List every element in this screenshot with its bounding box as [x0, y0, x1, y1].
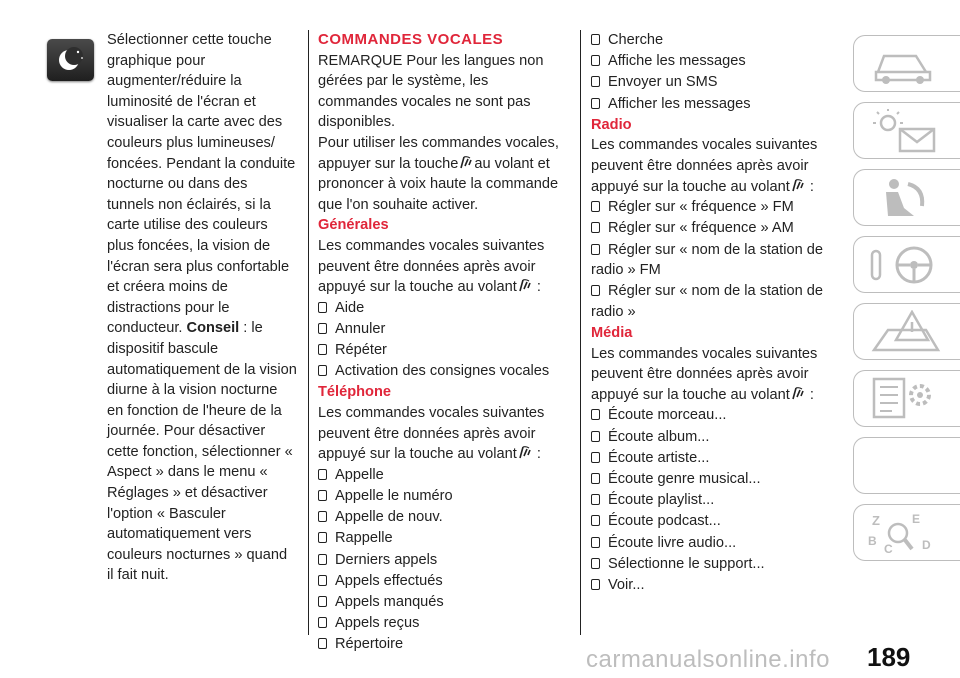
- usage-text-a: Pour utiliser les commandes vocales, appuyer sur la touche: [318, 134, 559, 172]
- voice-command-icon: [458, 155, 474, 169]
- column-1: [107, 30, 297, 586]
- media-intro-paragraph: [591, 344, 831, 406]
- tab-maintenance[interactable]: [853, 370, 960, 427]
- list-item-text: Écoute genre musical...: [608, 471, 761, 487]
- list-item-text: Répertoire: [335, 636, 404, 653]
- index-search-icon: [868, 511, 948, 555]
- checkbox-bullet-icon: [591, 34, 600, 45]
- radio-intro: Les commandes vocales suivantes peuvent être données après avoir appuyé sur la touche au volant: [591, 137, 818, 195]
- checkbox-bullet-icon: [591, 76, 600, 87]
- checkbox-bullet-icon: [591, 494, 600, 505]
- checkbox-bullet-icon: [591, 431, 600, 442]
- checkbox-bullet-icon: [318, 638, 327, 649]
- generales-intro: Les commandes vocales suivantes peuvent être données après avoir appuyé sur la touche au volant: [318, 237, 545, 296]
- checkbox-bullet-icon: [318, 554, 327, 565]
- list-item: [318, 340, 568, 361]
- telephone-intro: Les commandes vocales suivantes peuvent être données après avoir appuyé sur la touche au volant: [318, 405, 545, 463]
- list-item: [318, 486, 568, 507]
- usage-text-b: au volant et prononcer à voix haute la commande que l'on souhaite activer.: [318, 155, 559, 213]
- list-item-text: Appels reçus: [335, 615, 420, 632]
- tab-multimedia[interactable]: [853, 437, 960, 494]
- list-item: [591, 51, 831, 72]
- media-list: [591, 405, 831, 595]
- telephone-title: Téléphone: [318, 384, 391, 401]
- checkbox-bullet-icon: [591, 579, 600, 590]
- column-divider: [580, 30, 581, 635]
- list-item-text: Envoyer un SMS: [608, 74, 718, 91]
- list-item-text: Affiche les messages: [608, 53, 746, 70]
- list-item-text: Aide: [335, 299, 365, 316]
- tip-text: : le dispositif bascule automatiquement de la vision diurne à la vision nocturne en fonction de l'heure de la journée. Pour désactiver cette fonction, sélectionner « Aspect » dans le menu « Réglages » et désactiver l'option « Basculer automatiquement vers couleurs nocturnes » quand il fait nuit.: [107, 320, 297, 584]
- generales-list: [318, 298, 568, 382]
- voice-command-icon: [790, 386, 806, 400]
- list-item: [591, 490, 831, 511]
- list-item-text: Appels effectués: [335, 572, 443, 589]
- list-item-text: Rappelle: [335, 530, 393, 547]
- list-item: [318, 550, 568, 571]
- voice-command-icon: [790, 178, 806, 192]
- list-item-text: Afficher les messages: [608, 95, 751, 112]
- checkbox-bullet-icon: [318, 532, 327, 543]
- voice-command-icon: [517, 278, 533, 292]
- checkbox-bullet-icon: [591, 201, 600, 212]
- checkbox-bullet-icon: [318, 596, 327, 607]
- list-item-text: Appels manqués: [335, 593, 444, 610]
- tab-safety[interactable]: [853, 169, 960, 226]
- list-item: [318, 298, 568, 319]
- page-number: 189: [867, 642, 911, 672]
- list-item: [591, 30, 831, 51]
- tab-index[interactable]: [853, 504, 960, 561]
- checkbox-bullet-icon: [318, 575, 327, 586]
- list-item-text: Écoute artiste...: [608, 449, 710, 466]
- radio-intro-paragraph: [591, 135, 831, 197]
- list-item-text: Écoute playlist...: [608, 492, 715, 509]
- radio-title: Radio: [591, 116, 632, 133]
- checkbox-bullet-icon: [318, 469, 327, 480]
- list-item-text: Appelle le numéro: [335, 488, 453, 505]
- watermark: carmanualsonline.info: [586, 646, 830, 673]
- checkbox-bullet-icon: [318, 302, 327, 313]
- column-divider: [308, 30, 309, 635]
- checkbox-bullet-icon: [591, 409, 600, 420]
- list-item: [318, 634, 568, 655]
- list-item: [591, 554, 831, 575]
- night-mode-paragraph: [107, 30, 297, 586]
- voice-command-icon: [517, 445, 533, 459]
- list-item: [591, 94, 831, 115]
- colon: :: [532, 279, 541, 296]
- list-item-text: Écoute morceau...: [608, 407, 727, 424]
- checkbox-bullet-icon: [318, 323, 327, 334]
- checkbox-bullet-icon: [318, 490, 327, 501]
- svg-text:C: C: [884, 542, 893, 555]
- list-item: [318, 613, 568, 634]
- checkbox-bullet-icon: [318, 511, 327, 522]
- generales-title: Générales: [318, 217, 389, 234]
- telephone-intro-paragraph: [318, 403, 568, 465]
- checkbox-bullet-icon: [591, 558, 600, 569]
- tab-emergency[interactable]: [853, 303, 960, 360]
- column-2: [318, 30, 568, 656]
- svg-text:B: B: [868, 534, 877, 548]
- list-item: [591, 448, 831, 469]
- list-item-text: Appelle: [335, 466, 384, 483]
- colon: :: [805, 178, 814, 195]
- list-item: [591, 240, 831, 281]
- list-item: [591, 218, 831, 239]
- list-item-text: Voir...: [608, 576, 645, 593]
- steering-wheel-key-icon: [868, 243, 948, 287]
- list-item: [591, 533, 831, 554]
- night-mode-button-icon: [47, 39, 94, 81]
- list-item: [591, 511, 831, 532]
- tab-driving[interactable]: [853, 236, 960, 293]
- list-item-text: Activation des consignes vocales: [335, 363, 550, 380]
- list-item: [318, 465, 568, 486]
- generales-intro-paragraph: [318, 236, 568, 298]
- checkbox-bullet-icon: [591, 452, 600, 463]
- svg-text:D: D: [922, 538, 931, 552]
- list-item-text: Régler sur « nom de la station de radio »: [591, 283, 823, 320]
- svg-text:Z: Z: [872, 513, 880, 528]
- list-item: [591, 575, 831, 596]
- list-item: [318, 319, 568, 340]
- list-item-text: Cherche: [608, 32, 664, 48]
- media-intro: Les commandes vocales suivantes peuvent être données après avoir appuyé sur la touche au volant: [591, 345, 818, 403]
- list-item-text: Sélectionne le support...: [608, 555, 765, 572]
- checkbox-bullet-icon: [591, 473, 600, 484]
- airbag-seat-icon: [868, 176, 948, 220]
- checkbox-bullet-icon: [591, 285, 600, 296]
- checkbox-bullet-icon: [591, 222, 600, 233]
- checkbox-bullet-icon: [318, 344, 327, 355]
- checkbox-bullet-icon: [591, 98, 600, 109]
- checkbox-bullet-icon: [318, 365, 327, 376]
- list-item-text: Régler sur « fréquence » FM: [608, 199, 794, 216]
- list-item: [318, 571, 568, 592]
- chapter-tabs: [853, 35, 960, 635]
- checkbox-bullet-icon: [591, 515, 600, 526]
- list-item: [591, 197, 831, 218]
- list-item-text: Régler sur « fréquence » AM: [608, 220, 794, 237]
- night-mode-description: Sélectionner cette touche graphique pour augmenter/réduire la luminosité de l'écran et visualiser la carte avec des couleurs plus lumineuses/ foncées. Pendant la conduite nocturne ou dans des tunnels non éclairés, si la carte utilise des couleurs plus foncées, la vision de l'écran sera plus confortable et créera moins de distractions pour le conducteur.: [107, 32, 296, 337]
- tab-car[interactable]: [853, 35, 960, 92]
- telephone-list: [318, 465, 568, 655]
- maintenance-list-icon: [868, 377, 948, 421]
- column-3: [591, 30, 831, 596]
- svg-text:E: E: [912, 512, 921, 526]
- list-item-text: Appelle de nouv.: [335, 509, 443, 526]
- list-item: [318, 361, 568, 382]
- messages-list: [591, 30, 831, 114]
- list-item-text: Régler sur « nom de la station de radio » FM: [591, 241, 823, 279]
- checkbox-bullet-icon: [591, 55, 600, 66]
- list-item-text: Écoute livre audio...: [608, 534, 737, 551]
- tip-label: Conseil: [186, 320, 240, 337]
- checkbox-bullet-icon: [318, 617, 327, 628]
- list-item: [318, 507, 568, 528]
- list-item: [591, 427, 831, 448]
- list-item: [591, 405, 831, 426]
- colon: :: [805, 386, 814, 403]
- list-item: [318, 592, 568, 613]
- list-item-text: Répéter: [335, 342, 387, 359]
- multimedia-icon: [868, 444, 948, 488]
- section-title: COMMANDES VOCALES: [318, 31, 504, 48]
- colon: :: [532, 446, 541, 463]
- media-title: Média: [591, 325, 633, 342]
- list-item: [318, 528, 568, 549]
- checkbox-bullet-icon: [591, 537, 600, 548]
- list-item-text: Écoute album...: [608, 428, 710, 445]
- tab-warning-lights[interactable]: [853, 102, 960, 159]
- radio-list: [591, 197, 831, 322]
- list-item: [591, 281, 831, 322]
- warning-lights-icon: [868, 109, 948, 153]
- usage-paragraph: [318, 133, 568, 215]
- list-item: [591, 72, 831, 93]
- note-paragraph: REMARQUE Pour les langues non gérées par le système, les commandes vocales ne sont pas disponibles.: [318, 52, 544, 131]
- list-item-text: Écoute podcast...: [608, 513, 721, 530]
- list-item: [591, 469, 831, 490]
- road-warning-icon: [868, 310, 948, 354]
- list-item-text: Annuler: [335, 320, 386, 337]
- car-icon: [868, 42, 948, 86]
- list-item-text: Derniers appels: [335, 551, 438, 568]
- checkbox-bullet-icon: [591, 244, 600, 255]
